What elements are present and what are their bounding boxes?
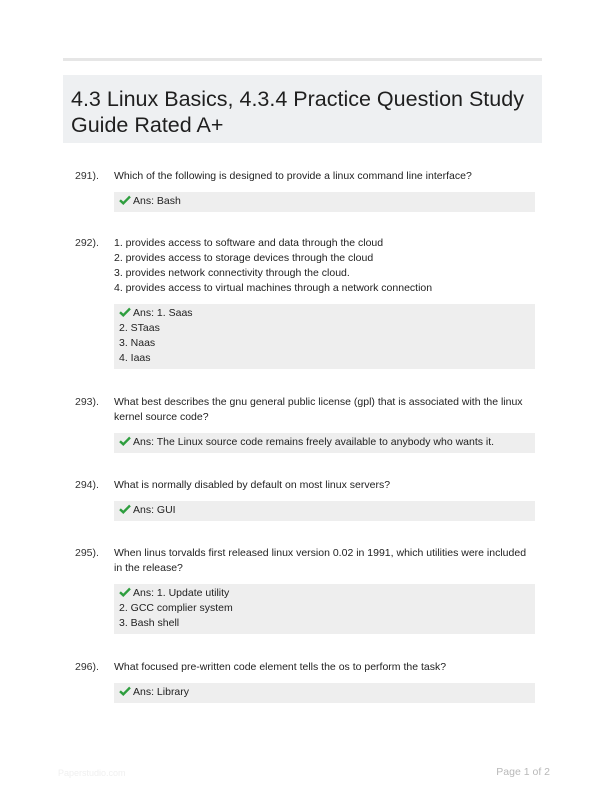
check-icon — [119, 307, 131, 317]
watermark-text: Paperstudio.com — [58, 768, 126, 778]
answer-box: Ans: The Linux source code remains freely available to anybody who wants it. — [114, 433, 535, 453]
check-icon — [119, 587, 131, 597]
answer-box: Ans: GUI — [114, 501, 535, 521]
question-text: What best describes the gnu general public license (gpl) that is associated with the linux kernel source code? — [114, 396, 523, 423]
question-296 — [75, 660, 542, 703]
question-294 — [75, 478, 542, 521]
question-number: 291). — [75, 170, 99, 182]
page-title: 4.3 Linux Basics, 4.3.4 Practice Question Study Guide Rated A+ — [71, 87, 524, 137]
question-number: 292). — [75, 237, 99, 249]
question-text: What is normally disabled by default on most linux servers? — [114, 479, 391, 491]
question-text: What focused pre-written code element tells the os to perform the task? — [114, 661, 447, 673]
check-icon — [119, 195, 131, 205]
check-icon — [119, 504, 131, 514]
question-number: 293). — [75, 396, 99, 408]
question-number: 294). — [75, 479, 99, 491]
question-number: 295). — [75, 547, 99, 559]
top-divider — [63, 58, 542, 61]
check-icon — [119, 436, 131, 446]
question-291 — [75, 169, 542, 212]
check-icon — [119, 686, 131, 696]
title-banner — [63, 75, 542, 143]
question-293 — [75, 395, 542, 453]
page-indicator: Page 1 of 2 — [496, 766, 550, 778]
question-292 — [75, 236, 542, 369]
question-number: 296). — [75, 661, 99, 673]
answer-box: Ans: 1. Update utility 2. GCC complier system 3. Bash shell — [114, 584, 535, 634]
question-text: Which of the following is designed to provide a linux command line interface? — [114, 170, 472, 182]
question-295 — [75, 546, 542, 634]
answer-box: Ans: 1. Saas 2. STaas 3. Naas 4. Iaas — [114, 304, 535, 369]
question-text: When linus torvalds first released linux version 0.02 in 1991, which utilities were included in the release? — [114, 547, 527, 574]
answer-box: Ans: Library — [114, 683, 535, 703]
answer-box: Ans: Bash — [114, 192, 535, 212]
question-text: 1. provides access to software and data through the cloud 2. provides access to storage devices through the cloud 3. provides network connectivity through the cloud. 4. provides access to virtual machines through a network connection — [114, 237, 433, 294]
